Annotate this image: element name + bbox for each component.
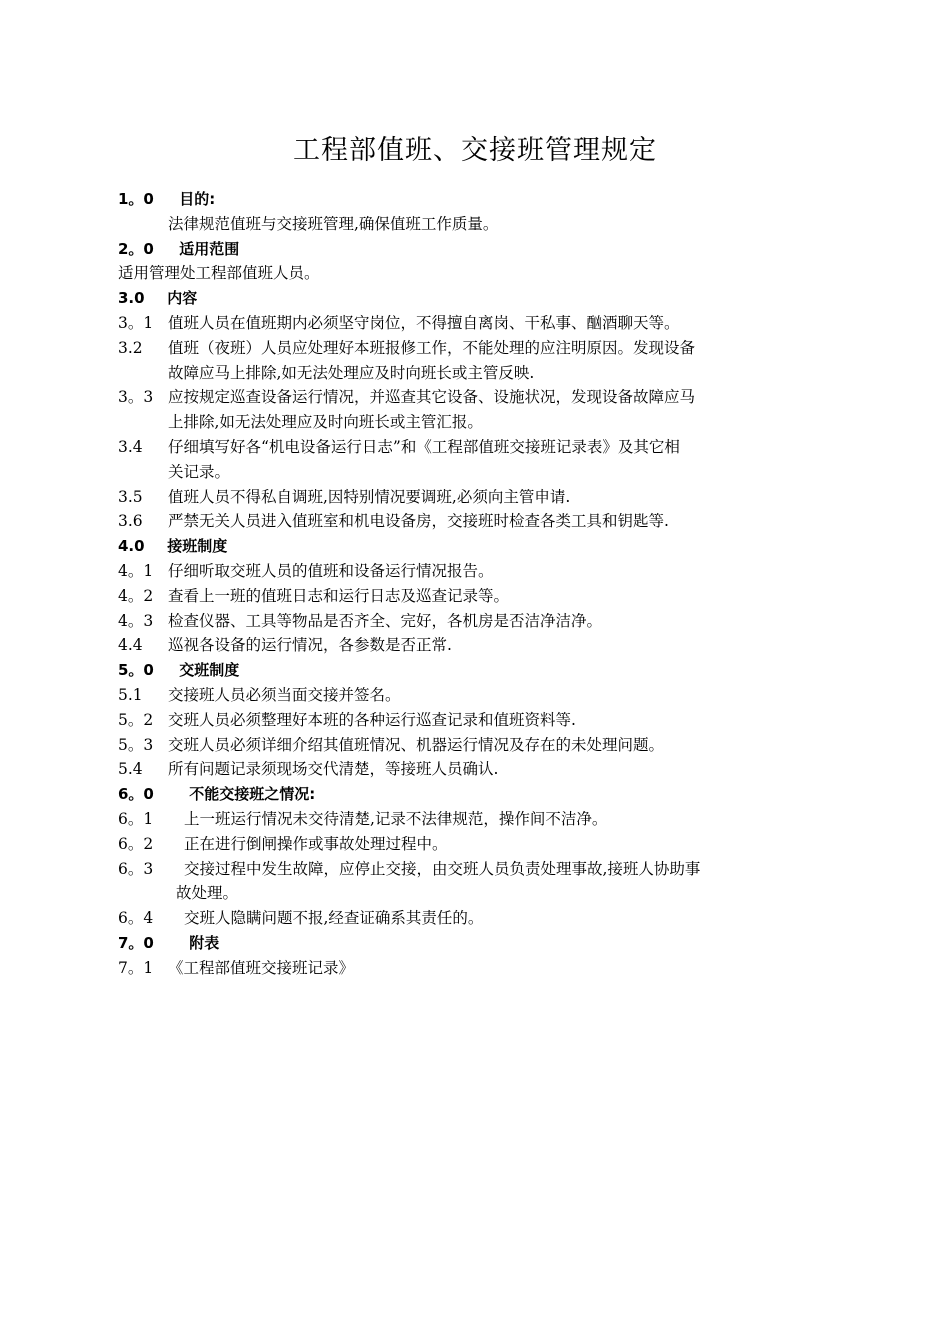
item-number: 4.4 (118, 636, 143, 655)
section-heading-handover (118, 658, 838, 683)
item-number: 6。2 (118, 834, 154, 853)
section-title: 适用范围 (179, 239, 240, 258)
item-number: 4。1 (118, 561, 154, 580)
section-heading-content (118, 286, 838, 311)
list-item (118, 435, 838, 460)
section-number: 7。0 (118, 933, 154, 952)
list-item (118, 509, 838, 534)
item-number: 3.4 (118, 437, 143, 456)
item-text: 交班人员必须整理好本班的各种运行巡查记录和值班资料等. (168, 710, 576, 729)
section-title: 接班制度 (167, 537, 228, 556)
section-title: 目的: (179, 190, 216, 208)
item-text: 值班人员不得私自调班,因特别情况要调班,必须向主管申请. (168, 487, 571, 506)
item-text: 交接过程中发生故障，应停止交接，由交班人员负责处理事故,接班人协助事 (184, 859, 701, 878)
item-text: 《工程部值班交接班记录》 (168, 958, 355, 977)
item-text: 应按规定巡查设备运行情况，并巡查其它设备、设施状况，发现设备故障应马 (168, 388, 696, 407)
list-item (118, 336, 838, 361)
list-item (118, 683, 838, 708)
section-number: 6。0 (118, 785, 154, 804)
item-text: 仔细听取交班人员的值班和设备运行情况报告。 (168, 561, 494, 580)
section-title: 内容 (167, 289, 198, 308)
list-item (118, 311, 838, 336)
section-number: 5。0 (118, 661, 154, 680)
item-text: 所有问题记录须现场交代清楚，等接班人员确认. (168, 760, 499, 779)
item-number: 3。3 (118, 388, 154, 407)
item-number: 4。2 (118, 586, 154, 605)
item-text: 交接班人员必须当面交接并签名。 (168, 685, 401, 704)
item-text: 仔细填写好各“机电设备运行日志”和《工程部值班交接班记录表》及其它相 (168, 437, 680, 456)
section-title: 交班制度 (179, 661, 240, 680)
item-text: 上一班运行情况未交待清楚,记录不法律规范，操作间不洁净。 (184, 809, 608, 828)
item-text: 值班（夜班）人员应处理好本班报修工作，不能处理的应注明原因。发现设备 (168, 338, 696, 357)
list-item (118, 708, 838, 733)
item-text-continued: 故处理。 (176, 884, 239, 903)
section-number: 4.0 (118, 537, 145, 556)
item-text: 值班人员在值班期内必须坚守岗位，不得擅自离岗、干私事、酗酒聊天等。 (168, 313, 680, 332)
section-number: 3.0 (118, 289, 145, 308)
item-number: 5。3 (118, 735, 154, 754)
list-item (118, 733, 838, 758)
item-number: 3。1 (118, 313, 154, 332)
item-text: 正在进行倒闸操作或事故处理过程中。 (184, 834, 448, 853)
item-number: 5.1 (118, 685, 143, 704)
item-number: 6。4 (118, 909, 154, 928)
section-heading-takeover (118, 534, 838, 559)
item-text: 检查仪器、工具等物品是否齐全、完好，各机房是否洁净洁净。 (168, 611, 603, 630)
item-text: 交班人隐瞒问题不报,经查证确系其责任的。 (184, 909, 484, 928)
list-item (118, 609, 838, 634)
item-text: 严禁无关人员进入值班室和机电设备房，交接班时检查各类工具和钥匙等. (168, 512, 669, 531)
item-number: 5.4 (118, 760, 143, 779)
item-number: 3.5 (118, 487, 143, 506)
list-item (118, 485, 838, 510)
list-item (118, 559, 838, 584)
item-text-continued: 上排除,如无法处理应及时向班长或主管汇报。 (168, 413, 483, 432)
list-item (118, 757, 838, 782)
list-item (118, 584, 838, 609)
item-number: 6。1 (118, 809, 154, 828)
item-text-continued: 关记录。 (168, 462, 231, 481)
section-number: 2。0 (118, 239, 154, 258)
list-item (118, 633, 838, 658)
section-heading-purpose (118, 187, 838, 212)
item-number: 7。1 (118, 958, 154, 977)
section-title: 不能交接班之情况: (189, 785, 316, 804)
item-number: 3.6 (118, 512, 143, 531)
list-item (118, 857, 838, 882)
document-body (118, 187, 838, 981)
section-number: 1。0 (118, 190, 154, 208)
item-text: 交班人员必须详细介绍其值班情况、机器运行情况及存在的未处理问题。 (168, 735, 665, 754)
item-number: 6。3 (118, 859, 154, 878)
list-item (118, 807, 838, 832)
list-item (118, 385, 838, 410)
item-text-continued: 故障应马上排除,如无法处理应及时向班长或主管反映. (168, 363, 535, 382)
item-number: 3.2 (118, 338, 143, 357)
item-text: 查看上一班的值班日志和运行日志及巡查记录等。 (168, 586, 510, 605)
section-heading-scope (118, 237, 838, 262)
paragraph: 法律规范值班与交接班管理,确保值班工作质量。 (168, 214, 499, 233)
section-heading-no-handover (118, 782, 838, 807)
list-item (118, 956, 838, 981)
section-title: 附表 (189, 933, 220, 952)
section-heading-appendix (118, 931, 838, 956)
item-number: 5。2 (118, 710, 154, 729)
paragraph: 适用管理处工程部值班人员。 (118, 264, 320, 283)
list-item (118, 906, 838, 931)
item-number: 4。3 (118, 611, 154, 630)
page-title: 工程部值班、交接班管理规定 (293, 135, 657, 166)
item-text: 巡视各设备的运行情况，各参数是否正常. (168, 636, 452, 655)
list-item (118, 832, 838, 857)
